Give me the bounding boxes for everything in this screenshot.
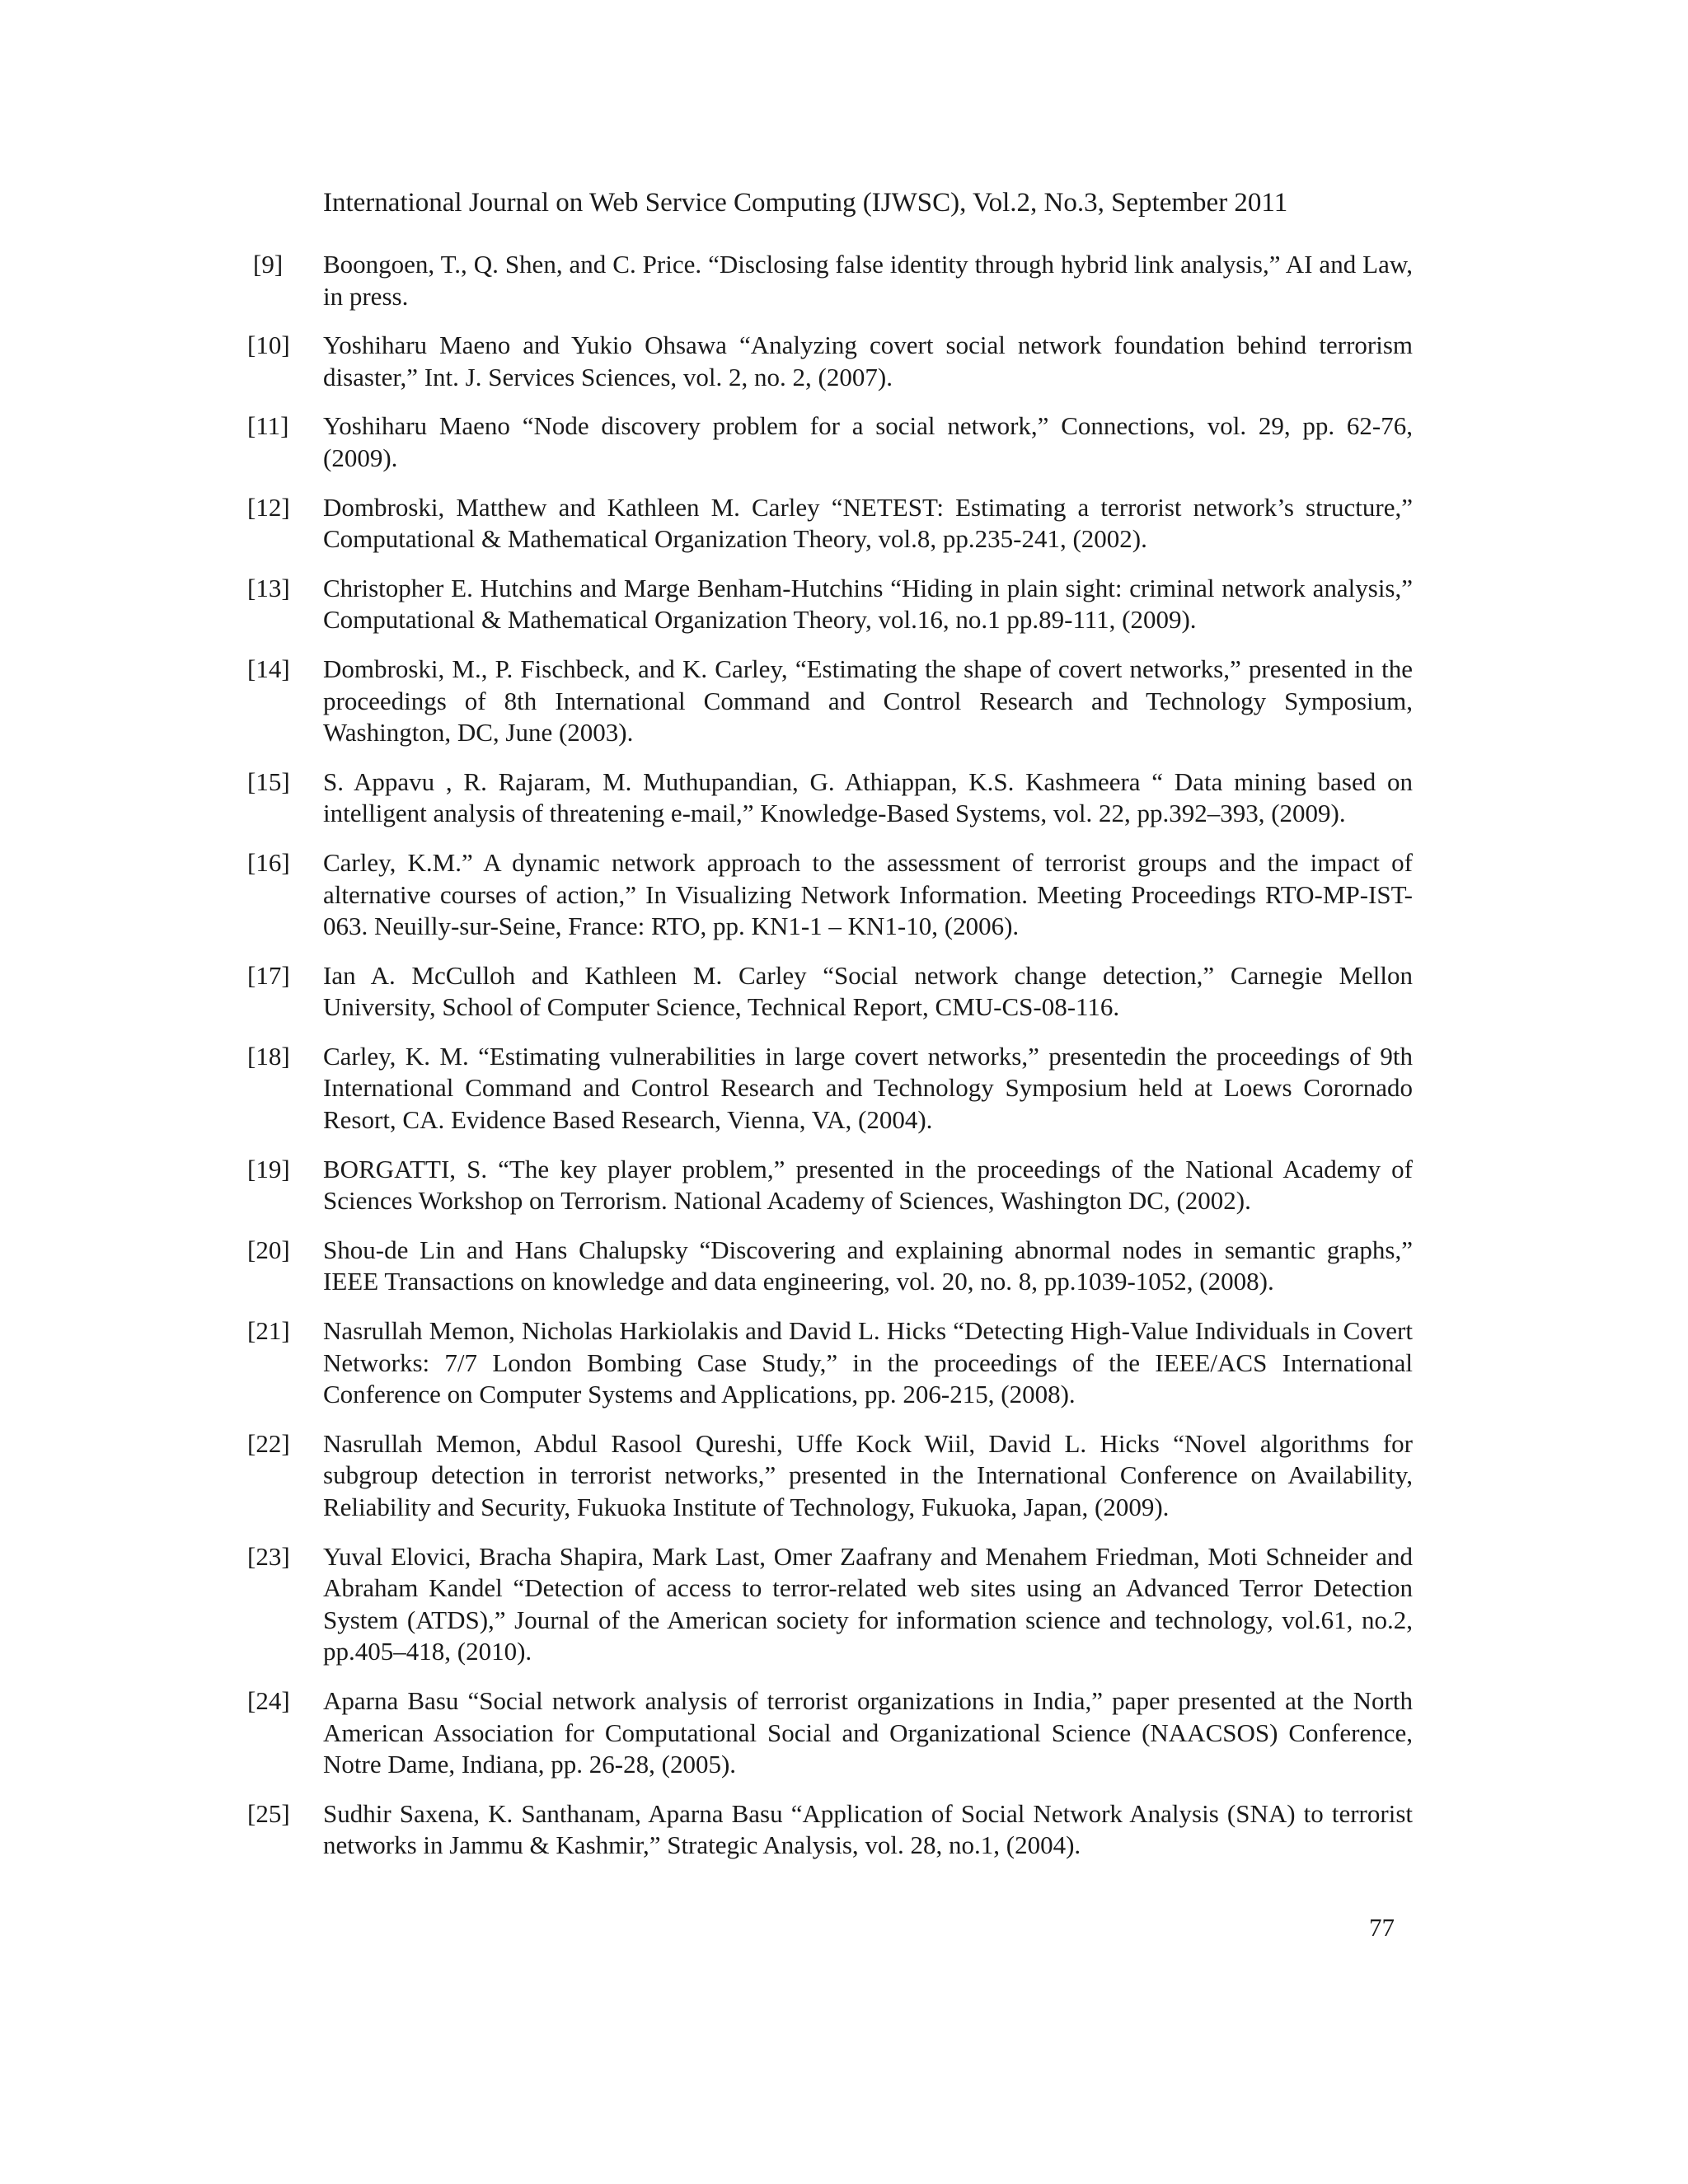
reference-item [247, 492, 1413, 555]
reference-number: [22] [247, 1428, 290, 1458]
reference-text: Dombroski, Matthew and Kathleen M. Carley “NETEST: Estimating a terrorist network’s structure,” Computational & Mathematical Organization Theory, vol.8, pp.235-241, (2002). [323, 492, 1413, 554]
reference-number: [13] [247, 573, 290, 602]
reference-number: [23] [247, 1541, 290, 1571]
reference-number: [18] [247, 1041, 290, 1071]
reference-text: Sudhir Saxena, K. Santhanam, Aparna Basu “Application of Social Network Analysis (SNA) to terrorist networks in Jammu & Kashmir,” Strategic Analysis, vol. 28, no.1, (2004). [323, 1798, 1413, 1860]
reference-item [247, 573, 1413, 636]
reference-text: Shou-de Lin and Hans Chalupsky “Discovering and explaining abnormal nodes in semantic graphs,” IEEE Transactions on knowledge and data engineering, vol. 20, no. 8, pp.1039-1052, (2008). [323, 1235, 1413, 1296]
reference-item [247, 1154, 1413, 1217]
reference-text: Aparna Basu “Social network analysis of terrorist organizations in India,” paper presented at the North American Association for Computational Social and Organizational Science (NAACSOS) Conference, Notre Dame, Indiana, pp. 26-28, (2005). [323, 1685, 1413, 1779]
reference-number: [16] [247, 847, 290, 877]
reference-number: [9] [253, 250, 284, 279]
reference-text: Nasrullah Memon, Abdul Rasool Qureshi, Uffe Kock Wiil, David L. Hicks “Novel algorithms for subgroup detection in terrorist networks,” presented in the International Conference on Availability, Reliability and Security, Fukuoka Institute of Technology, Fukuoka, Japan, (2009). [323, 1428, 1413, 1521]
reference-text: S. Appavu , R. Rajaram, M. Muthupandian, G. Athiappan, K.S. Kashmeera “ Data mining based on intelligent analysis of threatening e-mail,” Knowledge-Based Systems, vol. 22, pp.392–393, (2009). [323, 766, 1413, 828]
reference-item [247, 249, 1413, 312]
reference-number: [12] [247, 492, 290, 522]
reference-number: [15] [247, 766, 290, 796]
reference-text: Boongoen, T., Q. Shen, and C. Price. “Disclosing false identity through hybrid link analysis,” AI and Law, in press. [323, 250, 1413, 311]
reference-text: Yoshiharu Maeno and Yukio Ohsawa “Analyzing covert social network foundation behind terrorism disaster,” Int. J. Services Sciences, vol. 2, no. 2, (2007). [323, 330, 1413, 391]
reference-number: [20] [247, 1235, 290, 1264]
running-header: International Journal on Web Service Computing (IJWSC), Vol.2, No.3, September 2011 [323, 188, 1288, 218]
reference-text: BORGATTI, S. “The key player problem,” presented in the proceedings of the National Academy of Sciences Workshop on Terrorism. National Academy of Sciences, Washington DC, (2002). [323, 1154, 1413, 1216]
reference-item [247, 1315, 1413, 1411]
reference-item [247, 1541, 1413, 1668]
reference-text: Carley, K.M.” A dynamic network approach to the assessment of terrorist groups and the impact of alternative courses of action,” In Visualizing Network Information. Meeting Proceedings RTO-MP-IST-063. Neuilly-sur-Seine, France: RTO, pp. KN1-1 – KN1-10, (2006). [323, 847, 1413, 941]
reference-number: [19] [247, 1154, 290, 1183]
reference-item [247, 1235, 1413, 1298]
reference-item [247, 766, 1413, 830]
reference-text: Nasrullah Memon, Nicholas Harkiolakis and David L. Hicks “Detecting High-Value Individuals in Covert Networks: 7/7 London Bombing Case Study,” in the proceedings of the IEEE/ACS International Conference on Computer Systems and Applications, pp. 206-215, (2008). [323, 1316, 1413, 1409]
reference-text: Ian A. McCulloh and Kathleen M. Carley “Social network change detection,” Carnegie Mellon University, School of Computer Science, Technical Report, CMU-CS-08-116. [323, 960, 1413, 1022]
reference-number: [10] [247, 330, 290, 360]
reference-item [247, 1798, 1413, 1862]
reference-item [247, 960, 1413, 1024]
reference-item [247, 1428, 1413, 1524]
reference-number: [25] [247, 1798, 290, 1828]
reference-item [247, 847, 1413, 943]
reference-item [247, 1685, 1413, 1781]
reference-number: [17] [247, 960, 290, 990]
reference-number: [11] [247, 411, 289, 441]
reference-text: Yoshiharu Maeno “Node discovery problem for a social network,” Connections, vol. 29, pp. 62-76, (2009). [323, 411, 1413, 472]
reference-item [247, 410, 1413, 474]
reference-item [247, 654, 1413, 749]
reference-text: Christopher E. Hutchins and Marge Benham-Hutchins “Hiding in plain sight: criminal network analysis,” Computational & Mathematical Organization Theory, vol.16, no.1 pp.89-111, (2009). [323, 573, 1413, 635]
reference-number: [14] [247, 654, 290, 683]
reference-item [247, 330, 1413, 393]
reference-number: [21] [247, 1316, 290, 1346]
reference-text: Yuval Elovici, Bracha Shapira, Mark Last, Omer Zaafrany and Menahem Friedman, Moti Schneider and Abraham Kandel “Detection of access to terror-related web sites using an Advanced Terror Detection System (ATDS),” Journal of the American society for information science and technology, vol.61, no.2, pp.405–418, (2010). [323, 1541, 1413, 1666]
page-number: 77 [1369, 1913, 1395, 1942]
reference-number: [24] [247, 1685, 290, 1715]
reference-text: Carley, K. M. “Estimating vulnerabilities in large covert networks,” presentedin the proceedings of 9th International Command and Control Research and Technology Symposium held at Loews Corornado Resort, CA. Evidence Based Research, Vienna, VA, (2004). [323, 1041, 1413, 1135]
reference-text: Dombroski, M., P. Fischbeck, and K. Carley, “Estimating the shape of covert networks,” presented in the proceedings of 8th International Command and Control Research and Technology Symposium, Washington, DC, June (2003). [323, 654, 1413, 748]
reference-item [247, 1041, 1413, 1137]
reference-list [247, 249, 1413, 1879]
